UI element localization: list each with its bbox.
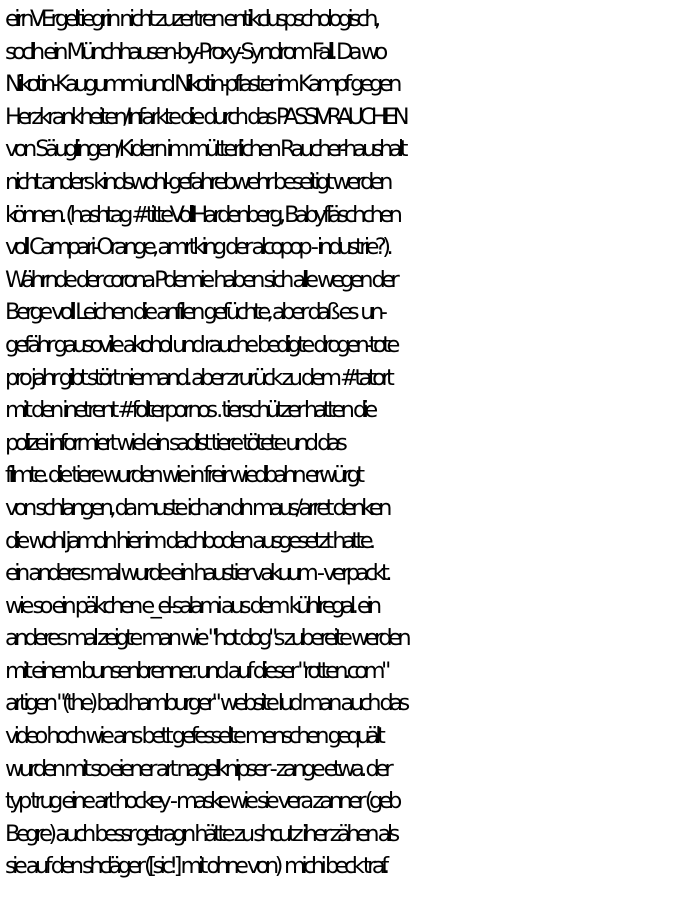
text-line: pro jahr gibt stört niemand. aber zrurück zu dem #tatort [5, 364, 391, 391]
text-line: mit einem bunsenbrenner. und auf dieser "rotten.com" [5, 657, 387, 684]
text-line: anderes mal zeigte man wie "hot dog"s zubereite werden [5, 625, 408, 652]
text-line: von schlangen, da muste ich an dn maus/arret denken [5, 494, 388, 521]
text-line: von Säuglingen/Kidern im mütterlichen Raucher-haushalt [5, 136, 404, 163]
text-line: voll Campari-Orange, amrtking der alcopop - industrie?). [5, 234, 390, 261]
text-line: nicht anders kindswohl-gefahrebwehr beseitigt werden [5, 168, 389, 195]
text-line: können. (hashtag #titteVollHardenberg, Babyfläschchen [5, 201, 399, 228]
text-line: wie so ein päkchen e_el-salami aus dem kühlregal. ein [5, 592, 378, 619]
text-line: artigen "(the) bad hamburger" website lud man auch das [5, 690, 406, 717]
text-line: Begre) auch bessr getragn hätte zu shcutz iher zähen als [5, 820, 396, 847]
text-line: ein anderes mal wurde ein haustier vakuum - verpackt. [5, 560, 388, 587]
text-line: Herzkrankheiten/Infarkte die durch das PASSIVRAUCHEN [5, 103, 406, 130]
text-line: wurden mit so eiener art nagelknipser - zange etwa. der [5, 755, 390, 782]
text-line: filmte. die tiere wurden wie in freir wiedbahn erwürgt [5, 462, 361, 489]
text-line: video hoch wie ans bett gefesselte menschen gequält [5, 723, 382, 750]
text-line: mit den inetrent #folterpornos . tierschützer hatten die [5, 397, 374, 424]
text-line: die wohl jamdn hier im dachboden ausgesetzt hatte. [5, 527, 372, 554]
body-text [5, 3, 684, 883]
text-line: soclh ein Münchhausen-by-Proxy-Syndrom Fall. Da wo [5, 38, 384, 65]
text-line: sie auf den shcläger ([sic!] mit ohne von) michi beck traf. [5, 853, 386, 880]
text-line: eirnVErgeltiegrin nicht zuzertren entikcluspschologisch, [5, 6, 377, 32]
text-line: gefähr gausovile akohol und rauche bedigte drogen-tote [5, 331, 396, 358]
text-line: Nikotin-Kaugummi und Nikotin-pflaster im Kampf gegen [5, 71, 398, 98]
text-line: polizei informiert wiel ein sadist tiere tötete und das [5, 429, 344, 456]
text-line: Berge voll Leichen die anfilen gefüchte, aber daß es un- [5, 299, 384, 326]
text-line: Währnde der corona Pdemie haben sich alle wegen der [5, 266, 396, 293]
text-line: typ trug eine art hockey - maske wie sie vera zanner (geb [5, 788, 398, 815]
